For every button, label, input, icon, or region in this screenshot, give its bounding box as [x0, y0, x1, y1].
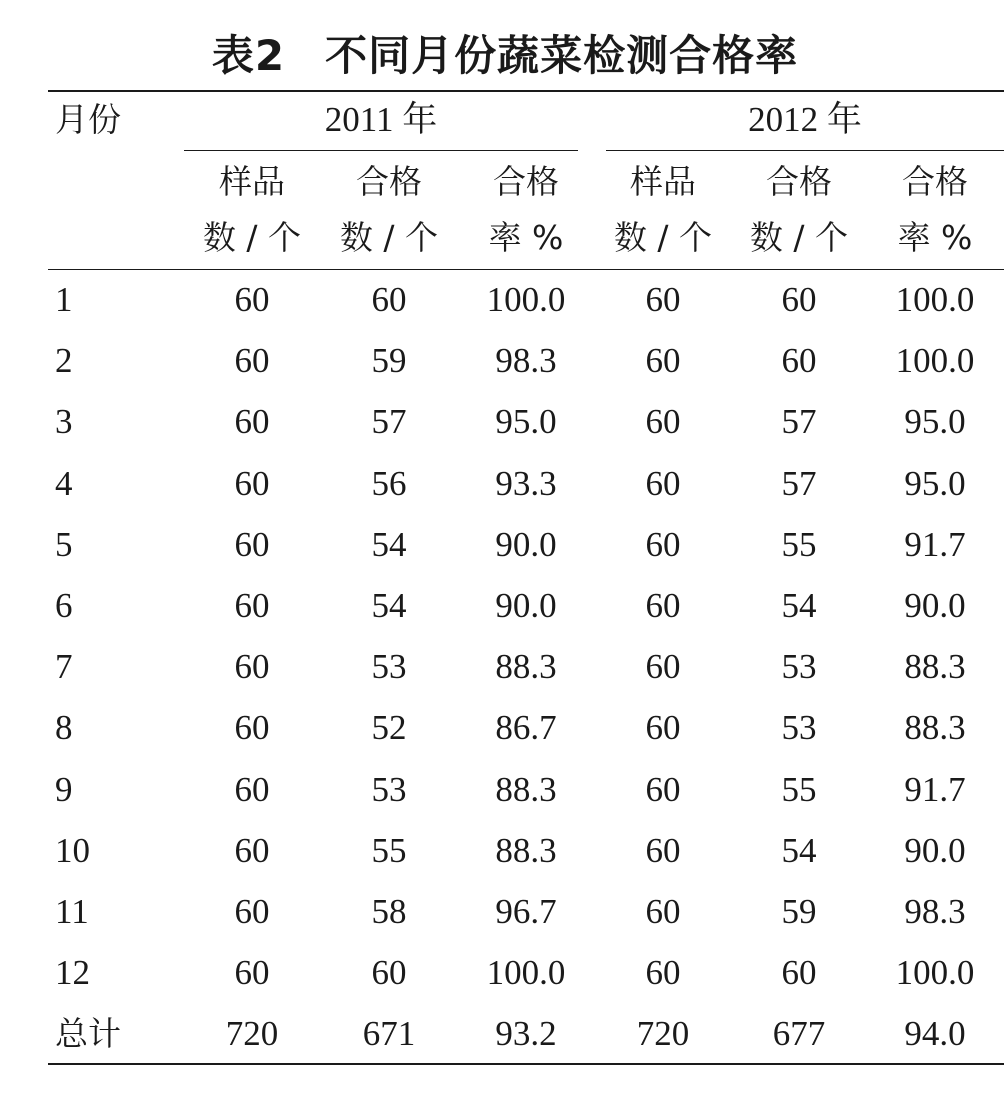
- table-caption: 不同月份蔬菜检测合格率: [325, 31, 799, 80]
- table-cell: 93.3: [495, 463, 557, 503]
- row-month-cell: 2: [55, 341, 73, 381]
- table-cell: 60: [234, 830, 270, 870]
- sub-header-cell: 合格: [902, 162, 968, 201]
- table-cell: 60: [234, 953, 270, 993]
- table-cell: 60: [645, 524, 681, 564]
- sub-header-cell: 数 / 个: [202, 218, 302, 257]
- year1-underline: [184, 150, 578, 151]
- table-cell: 53: [371, 647, 407, 687]
- row-month-cell: 3: [55, 402, 73, 442]
- bottom-rule: [48, 1063, 1004, 1065]
- table-cell: 60: [234, 341, 270, 381]
- table-cell: 52: [371, 708, 407, 748]
- table-cell: 90.0: [904, 830, 966, 870]
- row-month-cell: 8: [55, 708, 73, 748]
- row-month-cell: 4: [55, 463, 73, 503]
- table-cell: 677: [772, 1014, 826, 1054]
- table-cell: 60: [234, 524, 270, 564]
- table-cell: 60: [234, 280, 270, 319]
- table-cell: 60: [645, 402, 681, 442]
- table-cell: 95.0: [904, 402, 966, 442]
- table-cell: 54: [371, 586, 407, 625]
- table-cell: 59: [781, 892, 817, 931]
- table-cell: 100.0: [895, 280, 975, 319]
- table-cell: 57: [781, 402, 817, 442]
- row-month-cell: 总计: [55, 1014, 121, 1054]
- table-cell: 60: [781, 280, 817, 319]
- table-cell: 55: [371, 830, 407, 870]
- table-cell: 88.3: [495, 830, 557, 870]
- table-cell: 60: [645, 463, 681, 503]
- table-cell: 60: [234, 463, 270, 503]
- table-cell: 720: [636, 1014, 690, 1054]
- header-rule: [48, 269, 1004, 270]
- row-month-cell: 12: [55, 953, 90, 993]
- table-cell: 98.3: [904, 892, 966, 931]
- table-cell: 88.3: [904, 708, 966, 748]
- table-cell: 60: [645, 892, 681, 931]
- table-cell: 720: [225, 1014, 279, 1054]
- table-cell: 60: [645, 830, 681, 870]
- table-cell: 95.0: [904, 463, 966, 503]
- table-cell: 60: [645, 586, 681, 625]
- table-cell: 90.0: [495, 586, 557, 625]
- table-cell: 60: [234, 402, 270, 442]
- table-cell: 90.0: [495, 524, 557, 564]
- table-cell: 100.0: [486, 953, 566, 993]
- table-cell: 100.0: [486, 280, 566, 319]
- table-cell: 86.7: [495, 708, 557, 748]
- table-cell: 53: [781, 708, 817, 748]
- sub-header-cell: 率 %: [488, 218, 564, 257]
- table-cell: 60: [645, 953, 681, 993]
- row-month-cell: 1: [55, 280, 73, 319]
- table-cell: 60: [234, 647, 270, 687]
- table-cell: 60: [645, 341, 681, 381]
- row-month-cell: 6: [55, 586, 73, 625]
- table-cell: 60: [234, 892, 270, 931]
- table-cell: 60: [781, 341, 817, 381]
- table-cell: 671: [362, 1014, 416, 1054]
- table-cell: 57: [781, 463, 817, 503]
- sub-header-cell: 样品: [630, 162, 696, 201]
- table-title: [0, 24, 1008, 88]
- sub-header-cell: 率 %: [897, 218, 973, 257]
- table-cell: 91.7: [904, 769, 966, 809]
- row-month-cell: 5: [55, 524, 73, 564]
- table-cell: 60: [645, 647, 681, 687]
- table-cell: 53: [371, 769, 407, 809]
- table-cell: 88.3: [495, 769, 557, 809]
- table-cell: 54: [781, 830, 817, 870]
- table-cell: 88.3: [495, 647, 557, 687]
- table-cell: 53: [781, 647, 817, 687]
- table-cell: 95.0: [495, 402, 557, 442]
- sub-header-cell: 合格: [766, 162, 832, 201]
- table-cell: 60: [234, 769, 270, 809]
- table-cell: 60: [371, 280, 407, 319]
- top-rule: [48, 90, 1004, 92]
- row-month-cell: 7: [55, 647, 73, 687]
- sub-header-cell: 样品: [219, 162, 285, 201]
- table-cell: 58: [371, 892, 407, 931]
- sub-header-cell: 数 / 个: [749, 218, 849, 257]
- table-cell: 94.0: [904, 1014, 966, 1054]
- table-cell: 60: [781, 953, 817, 993]
- row-month-cell: 11: [55, 892, 89, 931]
- table-cell: 100.0: [895, 341, 975, 381]
- table-cell: 56: [371, 463, 407, 503]
- table-cell: 59: [371, 341, 407, 381]
- table-cell: 55: [781, 769, 817, 809]
- sub-header-cell: 数 / 个: [339, 218, 439, 257]
- row-month-cell: 9: [55, 769, 73, 809]
- table-cell: 88.3: [904, 647, 966, 687]
- header-month: 月份: [55, 100, 121, 139]
- table-cell: 60: [645, 280, 681, 319]
- header-year-2012: 2012 年: [748, 100, 862, 139]
- table-cell: 60: [234, 708, 270, 748]
- table-cell: 91.7: [904, 524, 966, 564]
- table-cell: 60: [371, 953, 407, 993]
- table-cell: 54: [781, 586, 817, 625]
- table-cell: 54: [371, 524, 407, 564]
- sub-header-cell: 数 / 个: [613, 218, 713, 257]
- table-cell: 60: [234, 586, 270, 625]
- table-cell: 98.3: [495, 341, 557, 381]
- sub-header-cell: 合格: [493, 162, 559, 201]
- header-year-2011: 2011 年: [324, 100, 438, 139]
- table-cell: 90.0: [904, 586, 966, 625]
- table-cell: 93.2: [495, 1014, 557, 1054]
- row-month-cell: 10: [55, 830, 90, 870]
- year2-underline: [606, 150, 1004, 151]
- table-cell: 96.7: [495, 892, 557, 931]
- table-number: 表2: [211, 31, 286, 80]
- table-cell: 100.0: [895, 953, 975, 993]
- sub-header-cell: 合格: [356, 162, 422, 201]
- table-cell: 55: [781, 524, 817, 564]
- table-cell: 60: [645, 708, 681, 748]
- table-cell: 57: [371, 402, 407, 442]
- table-cell: 60: [645, 769, 681, 809]
